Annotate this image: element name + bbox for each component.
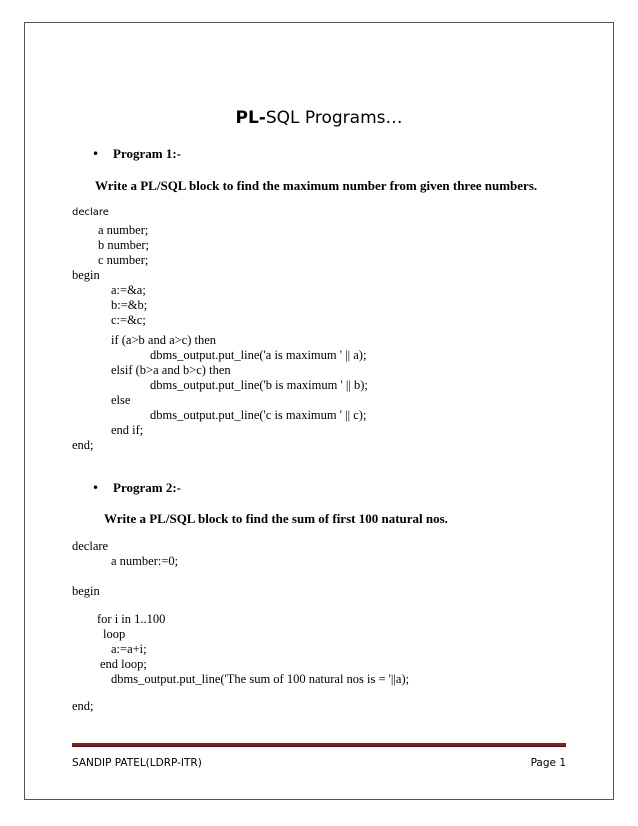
code-line: if (a>b and a>c) then (111, 333, 217, 347)
title-rest: SQL Programs… (265, 108, 403, 128)
code-line: for i in 1..100 (97, 612, 166, 626)
code-line: loop (103, 627, 126, 641)
program2-heading: Program 2:- (113, 480, 181, 495)
bullet-icon: • (92, 147, 100, 161)
bullet-icon: • (92, 481, 100, 495)
page-title (0, 108, 638, 128)
code-line: begin (72, 268, 100, 282)
code-line: a:=&a; (111, 283, 146, 297)
program2-description: Write a PL/SQL block to find the sum of first 100 natural nos. (104, 511, 448, 526)
code-line: end if; (111, 423, 144, 437)
title-bold-part: PL- (235, 108, 266, 128)
code-line: begin (72, 584, 100, 598)
code-line: dbms_output.put_line('c is maximum ' || c); (150, 408, 367, 422)
code-line: b number; (98, 238, 150, 252)
footer-page-number: Page 1 (530, 757, 566, 769)
code-line: dbms_output.put_line('a is maximum ' || a); (150, 348, 367, 362)
code-line: dbms_output.put_line('The sum of 100 natural nos is = '||a); (111, 672, 410, 686)
code-line: b:=&b; (111, 298, 148, 312)
program1-heading: Program 1:- (113, 146, 181, 161)
code-line: elsif (b>a and b>c) then (111, 363, 231, 377)
code-line: end loop; (100, 657, 147, 671)
code-line: a:=a+i; (111, 642, 147, 656)
code-line: declare (72, 539, 109, 553)
code-line: c number; (98, 253, 149, 267)
code-line: c:=&c; (111, 313, 146, 327)
code-line: else (111, 393, 131, 407)
footer-divider (72, 743, 566, 747)
footer-author: SANDIP PATEL(LDRP-ITR) (72, 757, 202, 769)
code-line: dbms_output.put_line('b is maximum ' || b); (150, 378, 368, 392)
code-line: a number:=0; (111, 554, 179, 568)
code-line: end; (72, 438, 94, 452)
code-line: end; (72, 699, 94, 713)
code-line: a number; (98, 223, 149, 237)
program1-description: Write a PL/SQL block to find the maximum number from given three numbers. (95, 178, 538, 193)
code-line: declare (72, 207, 109, 218)
